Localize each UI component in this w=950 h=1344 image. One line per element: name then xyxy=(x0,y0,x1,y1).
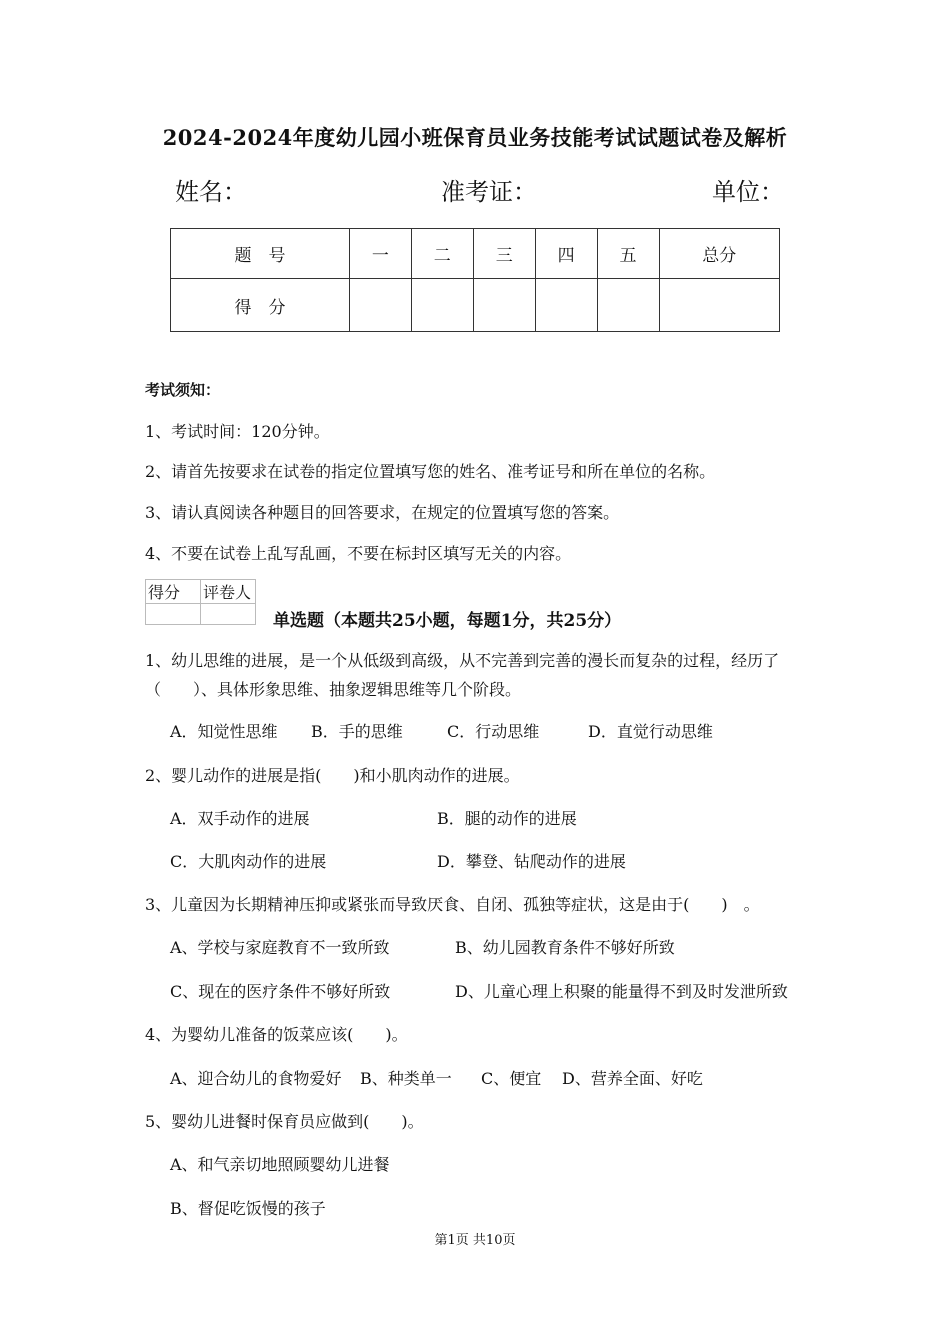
option: B、督促吃饭慢的孩子 xyxy=(170,1199,326,1218)
score-table-score-row xyxy=(171,279,780,332)
option: D．攀登、钻爬动作的进展 xyxy=(437,852,626,871)
option: A．双手动作的进展 xyxy=(170,809,310,828)
grader-reviewer-cell[interactable] xyxy=(201,604,256,625)
option: C、便宜 xyxy=(481,1069,542,1088)
question-stem: 1、幼儿思维的进展，是一个从低级到高级，从不完善到完善的漫长而复杂的过程，经历了 xyxy=(145,651,780,670)
option: D．直觉行动思维 xyxy=(588,722,713,741)
grader-score-cell[interactable] xyxy=(146,604,201,625)
notice-item: 1、考试时间：120分钟。 xyxy=(145,422,330,441)
option: D、营养全面、好吃 xyxy=(562,1069,703,1088)
question-stem: 3、儿童因为长期精神压抑或紧张而导致厌食、自闭、孤独等症状，这是由于( ) 。 xyxy=(145,895,760,914)
score-header-cell: 三 xyxy=(473,229,535,279)
option: A、和气亲切地照顾婴幼儿进餐 xyxy=(170,1155,390,1174)
option: B．腿的动作的进展 xyxy=(437,809,577,828)
score-header-cell: 二 xyxy=(411,229,473,279)
page-footer: 第1页 共10页 xyxy=(434,1233,516,1248)
question-stem: 2、婴儿动作的进展是指( )和小肌肉动作的进展。 xyxy=(145,766,520,785)
score-cell[interactable] xyxy=(349,279,411,332)
notice-item: 4、不要在试卷上乱写乱画，不要在标封区填写无关的内容。 xyxy=(145,544,572,563)
score-header-cell: 一 xyxy=(349,229,411,279)
score-cell[interactable] xyxy=(659,279,779,332)
option: D、儿童心理上积聚的能量得不到及时发泄所致 xyxy=(455,982,788,1001)
score-header-cell: 四 xyxy=(535,229,597,279)
score-header-cell: 题 号 xyxy=(171,229,350,279)
option: A、迎合幼儿的食物爱好 xyxy=(170,1069,342,1088)
question-stem: 4、为婴幼儿准备的饭菜应该( )。 xyxy=(145,1025,408,1044)
option: B．手的思维 xyxy=(311,722,403,741)
page-title: 2024-2024年度幼儿园小班保育员业务技能考试试题试卷及解析 xyxy=(162,125,788,150)
name-label: 姓名： xyxy=(175,178,247,206)
score-header-cell: 总分 xyxy=(659,229,779,279)
option: B、幼儿园教育条件不够好所致 xyxy=(455,938,675,957)
score-cell[interactable] xyxy=(597,279,659,332)
score-cell[interactable] xyxy=(473,279,535,332)
score-cell[interactable] xyxy=(535,279,597,332)
question-stem: 5、婴幼儿进餐时保育员应做到( )。 xyxy=(145,1112,424,1131)
score-row-label: 得 分 xyxy=(171,279,350,332)
score-cell[interactable] xyxy=(411,279,473,332)
option: C．行动思维 xyxy=(447,722,540,741)
option: A、学校与家庭教育不一致所致 xyxy=(170,938,390,957)
notice-heading: 考试须知： xyxy=(145,381,221,399)
score-table xyxy=(170,228,780,332)
option: A．知觉性思维 xyxy=(170,722,278,741)
notice-item: 2、请首先按要求在试卷的指定位置填写您的姓名、准考证号和所在单位的名称。 xyxy=(145,462,716,481)
exam-id-label: 准考证： xyxy=(441,178,537,206)
option: C、现在的医疗条件不够好所致 xyxy=(170,982,391,1001)
grader-box xyxy=(145,579,256,625)
unit-label: 单位： xyxy=(712,178,784,206)
question-stem-continued: （ ）、具体形象思维、抽象逻辑思维等几个阶段。 xyxy=(145,680,522,699)
option: B、种类单一 xyxy=(360,1069,452,1088)
section-title: 单选题（本题共25小题，每题1分，共25分） xyxy=(273,611,622,631)
score-header-cell: 五 xyxy=(597,229,659,279)
score-table-header-row xyxy=(171,229,780,279)
grader-score-label: 得分 xyxy=(146,580,201,604)
grader-reviewer-label: 评卷人 xyxy=(201,580,256,604)
option: C．大肌肉动作的进展 xyxy=(170,852,327,871)
notice-item: 3、请认真阅读各种题目的回答要求，在规定的位置填写您的答案。 xyxy=(145,503,620,522)
